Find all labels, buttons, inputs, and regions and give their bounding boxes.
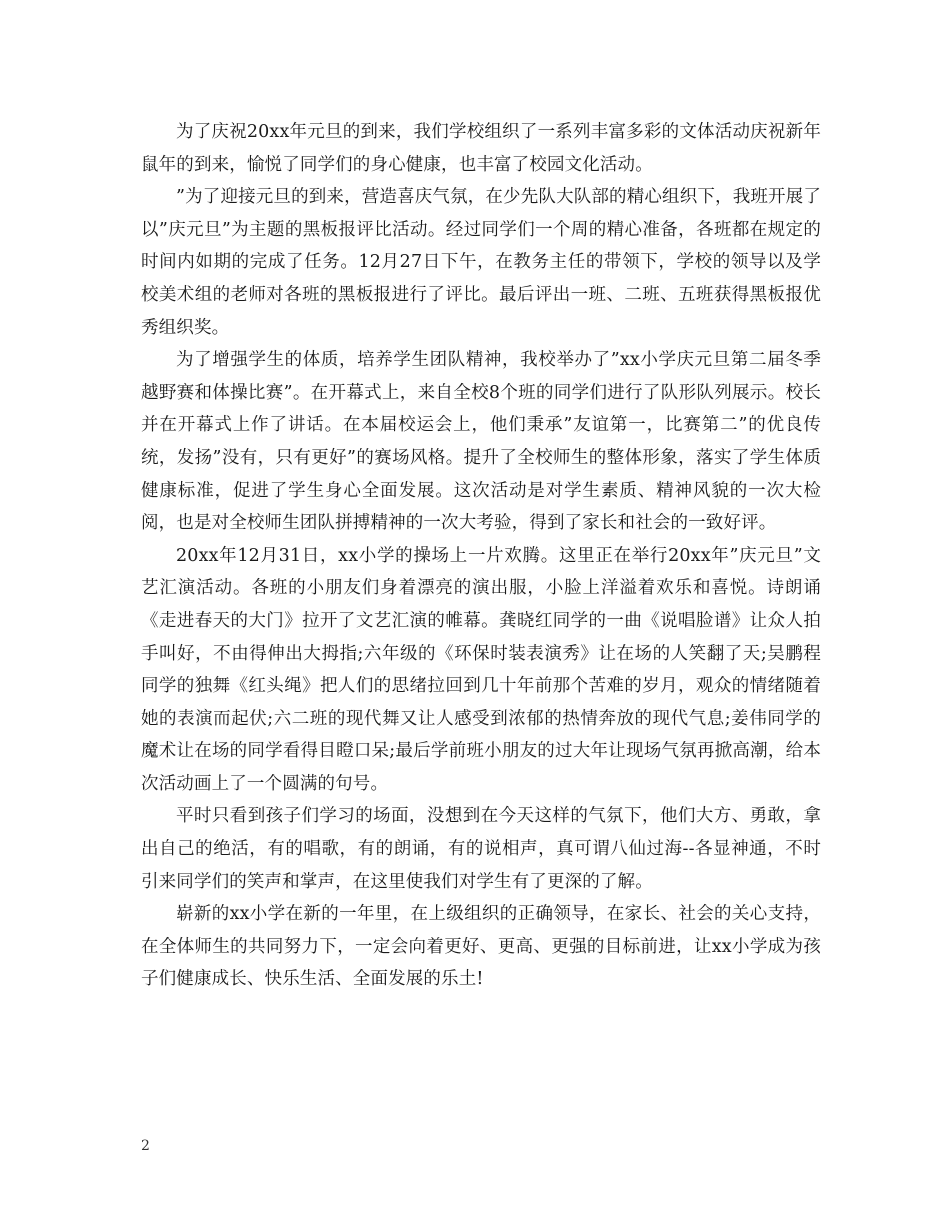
paragraph-conclusion: 崭新的xx小学在新的一年里，在上级组织的正确领导，在家长、社会的关心支持，在全体师生的共同努力下，一定会向着更好、更高、更强的目标前进，让xx小学成为孩子们健康成长、快乐生活、全面发展的乐土!	[141, 904, 821, 990]
paragraph-new-year-celebration: 为了庆祝20xx年元旦的到来，我们学校组织了一系列丰富多彩的文体活动庆祝新年鼠年的到来，愉悦了同学们的身心健康，也丰富了校园文化活动。	[141, 122, 821, 175]
paragraph-sports-competition: 为了增强学生的体质，培养学生团队精神，我校举办了”xx小学庆元旦第二届冬季越野赛和体操比赛”。在开幕式上，来自全校8个班的同学们进行了队形队列展示。校长并在开幕式上作了讲话。在本届校运会上，他们秉承”友谊第一，比赛第二”的优良传统，发扬”没有，只有更好”的赛场风格。提升了全校师生的整体形象，落实了学生体质健康标准，促进了学生身心全面发展。这次活动是对学生素质、精神风貌的一次大检阅，也是对全校师生团队拼搏精神的一次大考验，得到了家长和社会的一致好评。	[141, 350, 821, 534]
document-body	[141, 116, 821, 996]
page-number: 2	[141, 1138, 150, 1154]
paragraph-blackboard-competition: ”为了迎接元旦的到来，营造喜庆气氛，在少先队大队部的精心组织下，我班开展了以”庆元旦”为主题的黑板报评比活动。经过同学们一个周的精心准备，各班都在规定的时间内如期的完成了任务。12月27日下午，在教务主任的带领下，学校的领导以及学校美术组的老师对各班的黑板报进行了评比。最后评出一班、二班、五班获得黑板报优秀组织奖。	[141, 187, 821, 338]
paragraph-art-performance: 20xx年12月31日，xx小学的操场上一片欢腾。这里正在举行20xx年”庆元旦”文艺汇演活动。各班的小朋友们身着漂亮的演出服，小脸上洋溢着欢乐和喜悦。诗朗诵《走进春天的大门》拉开了文艺汇演的帷幕。龚晓红同学的一曲《说唱脸谱》让众人拍手叫好，不由得伸出大拇指;六年级的《环保时装表演秀》让在场的人笑翻了天;吴鹏程同学的独舞《红头绳》把人们的思绪拉回到几十年前那个苦难的岁月，观众的情绪随着她的表演而起伏;六二班的现代舞又让人感受到浓郁的热情奔放的现代气息;姜伟同学的魔术让在场的同学看得目瞪口呆;最后学前班小朋友的过大年让现场气氛再掀高潮，给本次活动画上了一个圆满的句号。	[141, 545, 821, 794]
paragraph-reflection: 平时只看到孩子们学习的场面，没想到在今天这样的气氛下，他们大方、勇敢，拿出自己的绝活，有的唱歌，有的朗诵，有的说相声，真可谓八仙过海--各显神通，不时引来同学们的笑声和掌声，在这里使我们对学生有了更深的了解。	[141, 806, 821, 892]
